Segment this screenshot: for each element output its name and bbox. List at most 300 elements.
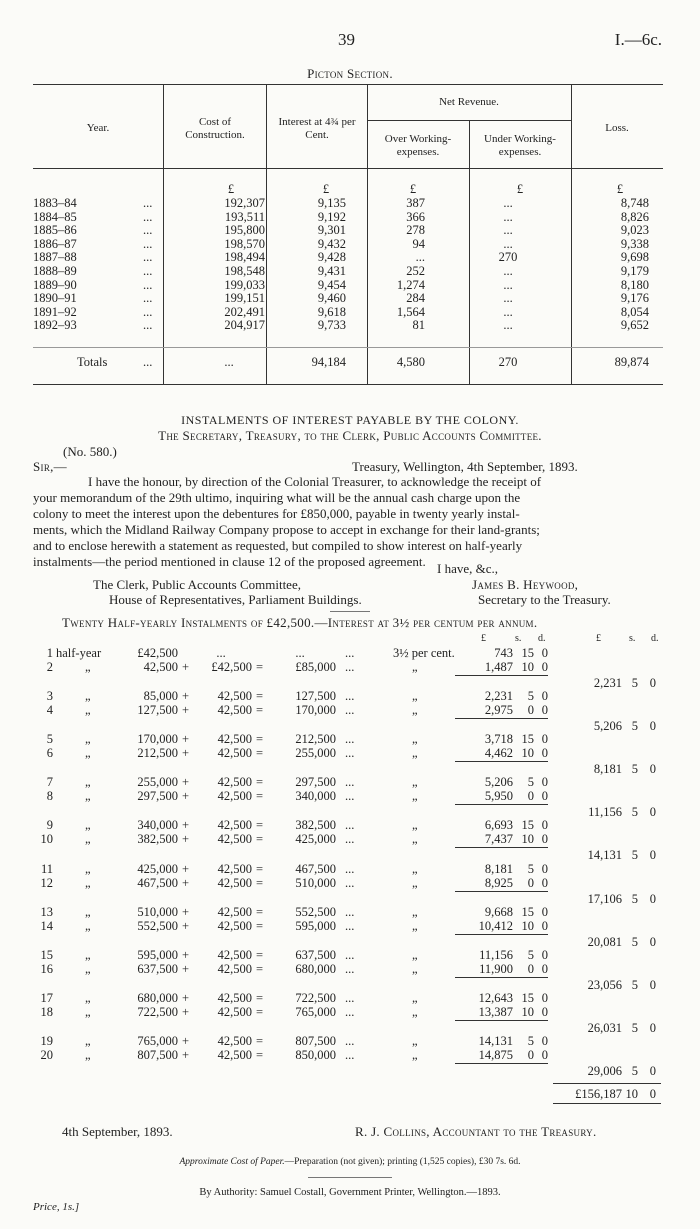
sum-shillings: 5 xyxy=(631,805,638,820)
instalment-value: 42,500 xyxy=(217,961,252,976)
currency-symbol: £ xyxy=(516,182,524,196)
sum-shillings: 5 xyxy=(631,1020,638,1035)
instalment-value: 42,500 xyxy=(217,861,252,876)
table-row xyxy=(0,660,700,674)
interest-cell: 9,301 xyxy=(317,223,346,238)
signer-name: James B. Heywood, xyxy=(472,577,579,592)
subtotal-rule xyxy=(455,675,548,676)
leader-dots: ... xyxy=(345,732,355,747)
plus-sign: + xyxy=(182,689,190,704)
over-cell: 387 xyxy=(406,196,425,210)
plus-sign: + xyxy=(182,789,190,804)
year-cell: 1888–89 xyxy=(33,264,77,278)
year-cell: 1887–88 xyxy=(33,250,77,265)
balance-value: 425,000 xyxy=(137,861,178,876)
leader-dots: ... xyxy=(143,250,153,265)
ditto-mark: „ xyxy=(412,789,418,804)
leader-dots: ... xyxy=(143,304,153,319)
loss-cell: 8,054 xyxy=(620,304,649,319)
sum-shillings: 5 xyxy=(631,719,638,734)
cost-cell: 198,570 xyxy=(224,236,265,251)
interest-shillings: 10 xyxy=(521,660,534,674)
subtotal-rule xyxy=(455,934,548,935)
loss-cell: 9,176 xyxy=(620,291,649,306)
footer-rule xyxy=(308,1177,392,1178)
under-cell: ... xyxy=(503,196,513,210)
interest-pence: 0 xyxy=(541,861,548,876)
under-cell: ... xyxy=(503,291,513,306)
ditto-mark: „ xyxy=(85,660,91,674)
col-header-cost: Cost of Construction. xyxy=(185,116,245,141)
sum-pounds: 29,006 xyxy=(587,1063,622,1078)
leader-dots: ... xyxy=(143,291,153,306)
instalment-value: 42,500 xyxy=(217,789,252,804)
interest-pence: 0 xyxy=(541,689,548,704)
ditto-mark: „ xyxy=(85,990,91,1005)
instalment-value: 42,500 xyxy=(217,1047,252,1062)
instalment-number: 6 xyxy=(46,746,53,761)
total-value: 467,500 xyxy=(295,861,336,876)
leader-dots: ... xyxy=(143,236,153,251)
addressee-line-1: The Clerk, Public Accounts Committee, xyxy=(93,577,301,592)
instalment-value: 42,500 xyxy=(217,832,252,847)
interest-shillings: 10 xyxy=(521,746,534,761)
sum-pence: 0 xyxy=(649,848,656,863)
header-bottom-rule xyxy=(33,168,663,169)
grand-total-pounds: £156,187 xyxy=(575,1086,622,1101)
subtotal-rule xyxy=(455,1020,548,1021)
total-value: 212,500 xyxy=(295,732,336,747)
instalment-value: 42,500 xyxy=(217,689,252,704)
paper-cost-label: Approximate Cost of Paper. xyxy=(179,1157,285,1167)
col-header-loss: Loss. xyxy=(605,122,629,134)
instalment-value: ... xyxy=(216,646,226,660)
sum-pounds: 20,081 xyxy=(587,934,622,949)
interest-pence: 0 xyxy=(541,918,548,933)
interest-pence: 0 xyxy=(541,646,548,660)
total-value: £85,000 xyxy=(295,660,336,674)
interest-pence: 0 xyxy=(541,1047,548,1062)
table-row xyxy=(0,703,700,717)
leader-dots: ... xyxy=(345,689,355,704)
total-value: 552,500 xyxy=(295,904,336,919)
interest-shillings: 10 xyxy=(521,1004,534,1019)
cost-cell: 199,151 xyxy=(224,291,265,306)
balance-value: £42,500 xyxy=(137,646,178,660)
body-line: and to enclose herewith a statement as requested, but compiled to show interest on half-yearly xyxy=(33,538,523,553)
interest-cell: 9,135 xyxy=(317,196,346,210)
plus-sign: + xyxy=(182,861,190,876)
sum-pence: 0 xyxy=(649,676,656,690)
year-cell: 1890–91 xyxy=(33,291,77,306)
interest-rate: 3½ per cent. xyxy=(393,646,455,660)
leader-dots: ... xyxy=(143,277,153,292)
signer-title: Secretary to the Treasury. xyxy=(478,592,611,607)
leader-dots: ... xyxy=(345,660,355,674)
table-row xyxy=(33,292,663,306)
cost-cell: 198,548 xyxy=(224,264,265,278)
table-row xyxy=(0,732,700,746)
interest-shillings: 15 xyxy=(521,990,534,1005)
balance-value: 722,500 xyxy=(137,1004,178,1019)
instalment-number: 10 xyxy=(40,832,53,847)
paper-cost-text: —Preparation (not given); printing (1,525 copies), £30 7s. 6d. xyxy=(284,1157,521,1167)
instalment-number: 7 xyxy=(46,775,53,790)
interest-pounds: 6,693 xyxy=(484,818,513,833)
interest-pence: 0 xyxy=(541,875,548,890)
cost-cell: 198,494 xyxy=(224,250,265,265)
interest-pence: 0 xyxy=(541,904,548,919)
total-value: 510,000 xyxy=(295,875,336,890)
plus-sign: + xyxy=(182,660,190,674)
ditto-mark: „ xyxy=(85,947,91,962)
under-cell: ... xyxy=(503,277,513,292)
body-line: ments, which the Midland Railway Company propose to accept in exchange for their land-grants; xyxy=(33,522,540,537)
table-row xyxy=(0,1048,700,1062)
leader-dots: ... xyxy=(143,355,153,369)
table-row xyxy=(0,1005,700,1019)
interest-pounds: 743 xyxy=(494,646,513,660)
under-cell: ... xyxy=(503,209,513,224)
total-value: ... xyxy=(295,646,305,660)
col-header-interest: Interest at 4¾ per Cent. xyxy=(278,116,356,141)
instalment-number: 12 xyxy=(40,875,53,890)
equals-sign: = xyxy=(256,1047,264,1062)
equals-sign: = xyxy=(256,818,264,833)
ditto-mark: „ xyxy=(85,746,91,761)
instalment-number: 19 xyxy=(40,1033,53,1048)
sum-shillings: 5 xyxy=(631,934,638,949)
instalment-value: 42,500 xyxy=(217,918,252,933)
totals-loss: 89,874 xyxy=(614,355,649,369)
interest-shillings: 5 xyxy=(527,861,534,876)
instalment-number: 2 xyxy=(46,660,53,674)
cost-cell: 195,800 xyxy=(224,223,265,238)
interest-pence: 0 xyxy=(541,703,548,718)
ditto-mark: „ xyxy=(85,918,91,933)
table-row xyxy=(0,1034,700,1048)
instalment-number: 13 xyxy=(40,904,53,919)
cost-cell: 192,307 xyxy=(224,196,265,210)
plus-sign: + xyxy=(182,947,190,962)
sum-pence: 0 xyxy=(649,762,656,777)
period-label: half-year xyxy=(56,646,102,660)
plus-sign: + xyxy=(182,732,190,747)
loss-cell: 8,748 xyxy=(620,196,649,210)
pound-header: £ xyxy=(596,633,601,644)
under-cell: ... xyxy=(503,318,513,333)
letter-number: (No. 580.) xyxy=(63,444,117,459)
interest-shillings: 15 xyxy=(521,646,534,660)
instalment-value: 42,500 xyxy=(217,875,252,890)
leader-dots: ... xyxy=(143,196,153,210)
ditto-mark: „ xyxy=(412,746,418,761)
ditto-mark: „ xyxy=(85,861,91,876)
instalment-value: 42,500 xyxy=(217,1004,252,1019)
interest-pence: 0 xyxy=(541,990,548,1005)
subtotal-rule xyxy=(455,761,548,762)
ditto-mark: „ xyxy=(412,832,418,847)
interest-pounds: 7,437 xyxy=(484,832,513,847)
interest-pounds: 11,156 xyxy=(479,947,513,962)
table-row xyxy=(33,224,663,238)
subtotal-rule xyxy=(455,1063,548,1064)
balance-value: 680,000 xyxy=(137,990,178,1005)
ditto-mark: „ xyxy=(85,775,91,790)
balance-value: 467,500 xyxy=(137,875,178,890)
leader-dots: ... xyxy=(345,646,355,660)
ditto-mark: „ xyxy=(85,1047,91,1062)
balance-value: 85,000 xyxy=(143,689,178,704)
currency-symbol: £ xyxy=(409,182,417,196)
total-value: 850,000 xyxy=(295,1047,336,1062)
plus-sign: + xyxy=(182,703,190,718)
sum-pounds: 23,056 xyxy=(587,977,622,992)
instalment-number: 18 xyxy=(40,1004,53,1019)
plus-sign: + xyxy=(182,1033,190,1048)
ditto-mark: „ xyxy=(412,818,418,833)
sum-pounds: 14,131 xyxy=(587,848,622,863)
sum-pounds: 11,156 xyxy=(588,805,622,820)
equals-sign: = xyxy=(256,732,264,747)
interest-pence: 0 xyxy=(541,775,548,790)
sum-shillings: 5 xyxy=(631,977,638,992)
interest-shillings: 10 xyxy=(521,918,534,933)
total-value: 595,000 xyxy=(295,918,336,933)
interest-cell: 9,618 xyxy=(317,304,346,319)
table-row xyxy=(0,775,700,789)
table-row xyxy=(0,905,700,919)
interest-cell: 9,432 xyxy=(317,236,346,251)
sum-pounds: 17,106 xyxy=(587,891,622,906)
table-row xyxy=(33,306,663,320)
plus-sign: + xyxy=(182,990,190,1005)
sum-pounds: 5,206 xyxy=(593,719,622,734)
interest-pence: 0 xyxy=(541,947,548,962)
balance-value: 297,500 xyxy=(137,789,178,804)
equals-sign: = xyxy=(256,861,264,876)
table-row xyxy=(0,789,700,803)
table-row xyxy=(33,265,663,279)
balance-value: 595,000 xyxy=(137,947,178,962)
ditto-mark: „ xyxy=(85,875,91,890)
letter-body xyxy=(33,474,659,570)
ditto-mark: „ xyxy=(85,1004,91,1019)
interest-pence: 0 xyxy=(541,961,548,976)
ditto-mark: „ xyxy=(412,875,418,890)
sum-pence: 0 xyxy=(649,805,656,820)
leader-dots: ... xyxy=(345,904,355,919)
balance-value: 637,500 xyxy=(137,961,178,976)
totals-interest: 94,184 xyxy=(311,355,346,369)
year-cell: 1891–92 xyxy=(33,304,77,319)
leader-dots: ... xyxy=(143,223,153,238)
total-value: 127,500 xyxy=(295,689,336,704)
equals-sign: = xyxy=(256,904,264,919)
instalment-value: 42,500 xyxy=(217,703,252,718)
ditto-mark: „ xyxy=(412,775,418,790)
ditto-mark: „ xyxy=(412,904,418,919)
total-value: 170,000 xyxy=(295,703,336,718)
under-cell: ... xyxy=(503,236,513,251)
plus-sign: + xyxy=(182,746,190,761)
price: Price, 1s.] xyxy=(33,1201,80,1213)
totals-cost: ... xyxy=(224,355,234,369)
balance-value: 552,500 xyxy=(137,918,178,933)
interest-cell: 9,460 xyxy=(317,291,346,306)
interest-shillings: 5 xyxy=(527,689,534,704)
leader-dots: ... xyxy=(345,775,355,790)
page-number: 39 xyxy=(338,30,355,49)
subtotal-rule xyxy=(455,718,548,719)
sum-pounds: 2,231 xyxy=(593,676,622,690)
instalment-number: 5 xyxy=(46,732,53,747)
closing: I have, &c., xyxy=(437,561,499,576)
leader-dots: ... xyxy=(345,947,355,962)
instalment-number: 4 xyxy=(46,703,53,718)
subtotal-rule xyxy=(455,804,548,805)
instalment-number: 14 xyxy=(40,918,53,933)
instalment-value: 42,500 xyxy=(217,904,252,919)
sum-shillings: 5 xyxy=(631,848,638,863)
equals-sign: = xyxy=(256,918,264,933)
footer-date: 4th September, 1893. xyxy=(62,1124,173,1139)
sum-pence: 0 xyxy=(649,719,656,734)
col-header-over: Over Working-expenses. xyxy=(384,133,452,158)
ditto-mark: „ xyxy=(412,947,418,962)
leader-dots: ... xyxy=(143,318,153,333)
interest-pence: 0 xyxy=(541,1004,548,1019)
equals-sign: = xyxy=(256,1004,264,1019)
loss-cell: 9,698 xyxy=(620,250,649,265)
loss-cell: 9,179 xyxy=(620,264,649,278)
equals-sign: = xyxy=(256,1033,264,1048)
interest-pounds: 10,412 xyxy=(478,918,513,933)
sum-pence: 0 xyxy=(649,891,656,906)
interest-shillings: 10 xyxy=(521,832,534,847)
leader-dots: ... xyxy=(345,990,355,1005)
sum-shillings: 5 xyxy=(631,891,638,906)
balance-value: 212,500 xyxy=(137,746,178,761)
cost-cell: 199,033 xyxy=(224,277,265,292)
balance-value: 42,500 xyxy=(143,660,178,674)
interest-pence: 0 xyxy=(541,746,548,761)
shilling-header: s. xyxy=(629,633,636,644)
totals-over: 4,580 xyxy=(396,355,425,369)
interest-cell: 9,733 xyxy=(317,318,346,333)
equals-sign: = xyxy=(256,703,264,718)
plus-sign: + xyxy=(182,918,190,933)
instalment-number: 9 xyxy=(46,818,53,833)
ditto-mark: „ xyxy=(412,861,418,876)
table-row xyxy=(0,919,700,933)
leader-dots: ... xyxy=(345,918,355,933)
accountant-signature: R. J. Collins, Accountant to the Treasury. xyxy=(355,1124,597,1139)
sum-pence: 0 xyxy=(649,1063,656,1078)
balance-value: 510,000 xyxy=(137,904,178,919)
body-line: instalments—the period mentioned in clause 12 of the proposed agreement. xyxy=(33,554,426,569)
total-value: 722,500 xyxy=(295,990,336,1005)
equals-sign: = xyxy=(256,775,264,790)
instalment-number: 16 xyxy=(40,961,53,976)
table-bottom-rule xyxy=(33,384,663,385)
over-cell: 278 xyxy=(406,223,425,238)
ditto-mark: „ xyxy=(412,1033,418,1048)
interest-pounds: 12,643 xyxy=(478,990,513,1005)
grand-total-rule xyxy=(553,1083,661,1084)
instalment-value: 42,500 xyxy=(217,732,252,747)
plus-sign: + xyxy=(182,904,190,919)
year-cell: 1886–87 xyxy=(33,236,77,251)
plus-sign: + xyxy=(182,818,190,833)
leader-dots: ... xyxy=(345,1004,355,1019)
plus-sign: + xyxy=(182,832,190,847)
subtotal-rule xyxy=(455,977,548,978)
loss-cell: 8,180 xyxy=(620,277,649,292)
table-row xyxy=(33,197,663,211)
over-cell: 94 xyxy=(412,236,425,251)
under-cell: ... xyxy=(503,264,513,278)
equals-sign: = xyxy=(256,746,264,761)
balance-value: 340,000 xyxy=(137,818,178,833)
over-cell: 252 xyxy=(406,264,425,278)
interest-cell: 9,454 xyxy=(317,277,346,292)
total-value: 680,000 xyxy=(295,961,336,976)
loss-cell: 9,023 xyxy=(620,223,649,238)
interest-pounds: 1,487 xyxy=(484,660,513,674)
ditto-mark: „ xyxy=(85,689,91,704)
totals-row xyxy=(33,356,663,370)
over-cell: 1,564 xyxy=(396,304,425,319)
interest-pounds: 9,668 xyxy=(484,904,513,919)
subtotal-rule xyxy=(455,891,548,892)
leader-dots: ... xyxy=(143,264,153,278)
ditto-mark: „ xyxy=(412,689,418,704)
instalment-value: 42,500 xyxy=(217,1033,252,1048)
ditto-mark: „ xyxy=(412,1004,418,1019)
sum-shillings: 5 xyxy=(631,676,638,690)
interest-pounds: 5,206 xyxy=(484,775,513,790)
instalment-number: 8 xyxy=(46,789,53,804)
totals-rule xyxy=(33,347,663,348)
interest-pounds: 14,131 xyxy=(478,1033,513,1048)
interest-pounds: 2,975 xyxy=(484,703,513,718)
currency-symbol: £ xyxy=(322,182,330,196)
currency-row xyxy=(33,183,663,197)
interest-pence: 0 xyxy=(541,660,548,674)
sum-pence: 0 xyxy=(649,977,656,992)
over-cell: ... xyxy=(415,250,425,265)
sum-pence: 0 xyxy=(649,934,656,949)
instalment-value: £42,500 xyxy=(211,660,252,674)
interest-pounds: 2,231 xyxy=(484,689,513,704)
year-cell: 1884–85 xyxy=(33,209,77,224)
equals-sign: = xyxy=(256,990,264,1005)
equals-sign: = xyxy=(256,947,264,962)
cost-cell: 204,917 xyxy=(224,318,265,333)
interest-shillings: 0 xyxy=(527,703,534,718)
ditto-mark: „ xyxy=(412,990,418,1005)
body-line: your memorandum of the 29th ultimo, inquiring what will be the annual cash charge upon the xyxy=(33,490,521,505)
equals-sign: = xyxy=(256,789,264,804)
instalment-value: 42,500 xyxy=(217,746,252,761)
balance-value: 127,500 xyxy=(137,703,178,718)
table-row xyxy=(0,689,700,703)
table-row xyxy=(33,238,663,252)
interest-pence: 0 xyxy=(541,832,548,847)
plus-sign: + xyxy=(182,775,190,790)
col-header-net-revenue: Net Revenue. xyxy=(439,96,499,108)
